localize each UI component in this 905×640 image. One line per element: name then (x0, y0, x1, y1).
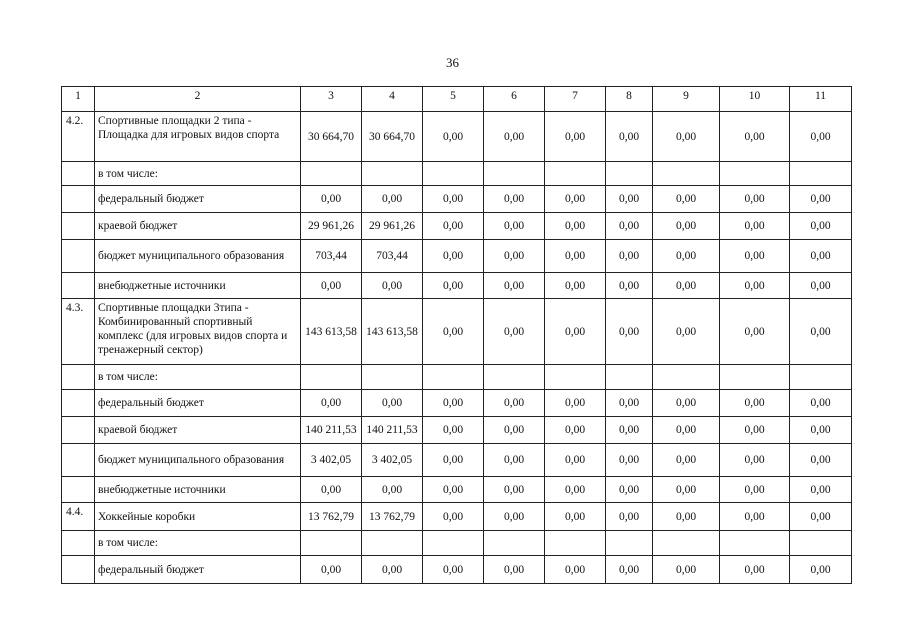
table-cell: 0,00 (545, 240, 606, 273)
table-cell: 0,00 (484, 477, 545, 503)
table-cell: 29 961,26 (301, 213, 362, 240)
row-name: Хоккейные коробки (95, 503, 301, 531)
table-cell (362, 365, 423, 390)
table-cell (790, 162, 852, 186)
table-cell: 0,00 (423, 112, 484, 162)
row-index (62, 240, 95, 273)
table-cell: 0,00 (606, 299, 653, 365)
table-cell: 0,00 (423, 273, 484, 299)
table-cell: 0,00 (606, 240, 653, 273)
table-cell: 0,00 (484, 186, 545, 213)
table-cell (301, 365, 362, 390)
column-header: 5 (423, 87, 484, 112)
table-row (62, 273, 852, 299)
row-index (62, 531, 95, 556)
table-cell: 0,00 (653, 299, 720, 365)
column-header: 6 (484, 87, 545, 112)
column-header: 3 (301, 87, 362, 112)
table-cell: 0,00 (484, 299, 545, 365)
table-cell (606, 365, 653, 390)
table-cell (653, 365, 720, 390)
row-name: федеральный бюджет (95, 556, 301, 584)
table-cell: 0,00 (362, 186, 423, 213)
row-name: федеральный бюджет (95, 390, 301, 417)
table-cell: 0,00 (790, 444, 852, 477)
table-cell (362, 531, 423, 556)
table-cell: 0,00 (790, 112, 852, 162)
table-cell: 0,00 (653, 444, 720, 477)
table-cell: 0,00 (545, 299, 606, 365)
table-cell: 703,44 (362, 240, 423, 273)
table-cell: 0,00 (606, 390, 653, 417)
table-cell: 0,00 (790, 390, 852, 417)
table-row (62, 417, 852, 444)
table-cell: 0,00 (423, 417, 484, 444)
table-cell: 0,00 (606, 503, 653, 531)
table-cell: 0,00 (653, 112, 720, 162)
table-cell (423, 365, 484, 390)
table-cell: 0,00 (790, 417, 852, 444)
row-name: бюджет муниципального образования (95, 444, 301, 477)
table-cell: 0,00 (720, 390, 790, 417)
table-cell: 0,00 (720, 299, 790, 365)
table-cell: 0,00 (423, 390, 484, 417)
table-cell: 0,00 (301, 556, 362, 584)
column-header: 1 (62, 87, 95, 112)
table-header-row (62, 87, 852, 112)
row-index: 4.4. (62, 503, 95, 531)
table-cell: 0,00 (484, 213, 545, 240)
row-index (62, 162, 95, 186)
table-cell: 0,00 (653, 556, 720, 584)
table-cell: 0,00 (423, 556, 484, 584)
table-cell (484, 531, 545, 556)
budget-table (61, 86, 852, 584)
row-name: внебюджетные источники (95, 477, 301, 503)
table-cell (484, 162, 545, 186)
table-cell: 0,00 (606, 186, 653, 213)
table-cell: 0,00 (362, 556, 423, 584)
table-cell: 0,00 (606, 444, 653, 477)
row-name: краевой бюджет (95, 417, 301, 444)
column-header: 8 (606, 87, 653, 112)
table-row (62, 162, 852, 186)
table-cell: 0,00 (790, 299, 852, 365)
table-cell: 0,00 (720, 477, 790, 503)
table-cell: 29 961,26 (362, 213, 423, 240)
row-name: в том числе: (95, 531, 301, 556)
row-index (62, 444, 95, 477)
table-cell: 0,00 (720, 556, 790, 584)
table-cell (545, 365, 606, 390)
table-cell: 0,00 (362, 477, 423, 503)
table-cell: 0,00 (653, 273, 720, 299)
table-cell: 0,00 (653, 503, 720, 531)
table-cell: 0,00 (606, 556, 653, 584)
table-cell: 0,00 (790, 213, 852, 240)
table-cell (790, 531, 852, 556)
table-cell (606, 531, 653, 556)
table-cell: 0,00 (720, 213, 790, 240)
table-cell: 0,00 (790, 503, 852, 531)
table-row (62, 556, 852, 584)
table-row (62, 503, 852, 531)
table-cell (720, 365, 790, 390)
table-cell (606, 162, 653, 186)
table-cell: 0,00 (423, 477, 484, 503)
page-number: 36 (446, 55, 459, 70)
row-index (62, 556, 95, 584)
table-cell: 0,00 (423, 444, 484, 477)
table-cell (545, 162, 606, 186)
table-row (62, 444, 852, 477)
table-cell: 0,00 (545, 390, 606, 417)
column-header: 11 (790, 87, 852, 112)
table-cell (653, 162, 720, 186)
table-cell: 0,00 (653, 477, 720, 503)
table-cell: 0,00 (653, 390, 720, 417)
table-cell: 3 402,05 (301, 444, 362, 477)
row-name: Спортивные площадки 2 типа - Площадка для игровых видов спорта (95, 112, 301, 162)
table-cell: 0,00 (423, 503, 484, 531)
table-cell: 0,00 (720, 503, 790, 531)
table-cell: 0,00 (484, 503, 545, 531)
row-index (62, 417, 95, 444)
table-cell: 0,00 (545, 186, 606, 213)
table-cell: 140 211,53 (362, 417, 423, 444)
table-cell: 0,00 (653, 186, 720, 213)
table-cell: 0,00 (423, 186, 484, 213)
row-name: федеральный бюджет (95, 186, 301, 213)
table-cell: 703,44 (301, 240, 362, 273)
table-cell: 0,00 (423, 240, 484, 273)
table-cell: 0,00 (484, 390, 545, 417)
table-cell: 0,00 (484, 112, 545, 162)
table-cell: 0,00 (301, 477, 362, 503)
column-header: 10 (720, 87, 790, 112)
row-index (62, 365, 95, 390)
table-row (62, 477, 852, 503)
table-cell (423, 531, 484, 556)
table-cell: 0,00 (720, 417, 790, 444)
row-name: в том числе: (95, 162, 301, 186)
table-cell: 0,00 (423, 299, 484, 365)
row-name: краевой бюджет (95, 213, 301, 240)
table-row (62, 240, 852, 273)
row-index (62, 477, 95, 503)
table-cell: 0,00 (545, 556, 606, 584)
table-cell (484, 365, 545, 390)
row-index (62, 186, 95, 213)
table-cell: 0,00 (790, 186, 852, 213)
table-cell: 0,00 (545, 417, 606, 444)
table-cell: 0,00 (790, 556, 852, 584)
table-cell: 0,00 (720, 444, 790, 477)
row-index (62, 213, 95, 240)
table-cell: 0,00 (301, 273, 362, 299)
table-cell: 0,00 (362, 273, 423, 299)
table-cell: 0,00 (790, 273, 852, 299)
table-cell: 143 613,58 (362, 299, 423, 365)
table-cell (790, 365, 852, 390)
table-row (62, 112, 852, 162)
table-row (62, 186, 852, 213)
row-index (62, 273, 95, 299)
table-cell: 0,00 (545, 444, 606, 477)
table-cell: 0,00 (545, 273, 606, 299)
table-cell (545, 531, 606, 556)
row-index: 4.3. (62, 299, 95, 365)
row-name: бюджет муниципального образования (95, 240, 301, 273)
column-header: 4 (362, 87, 423, 112)
table-cell: 30 664,70 (362, 112, 423, 162)
table-cell: 0,00 (653, 213, 720, 240)
row-index (62, 390, 95, 417)
table-cell: 0,00 (484, 444, 545, 477)
table-cell: 0,00 (301, 186, 362, 213)
table-cell: 0,00 (484, 273, 545, 299)
table-cell: 0,00 (606, 213, 653, 240)
column-header: 2 (95, 87, 301, 112)
table-cell: 0,00 (720, 186, 790, 213)
table-cell: 140 211,53 (301, 417, 362, 444)
table-cell (423, 162, 484, 186)
table-cell: 0,00 (545, 477, 606, 503)
table-cell (362, 162, 423, 186)
table-cell (720, 162, 790, 186)
table-cell (720, 531, 790, 556)
row-name: Спортивные площадки 3типа - Комбинированный спортивный комплекс (для игровых видов спорта и тренажерный сектор) (95, 299, 301, 365)
table-cell: 0,00 (423, 213, 484, 240)
table-cell (653, 531, 720, 556)
row-index: 4.2. (62, 112, 95, 162)
row-name: в том числе: (95, 365, 301, 390)
table-cell: 13 762,79 (301, 503, 362, 531)
table-cell: 0,00 (606, 112, 653, 162)
table-row (62, 213, 852, 240)
table-cell: 0,00 (545, 213, 606, 240)
table-cell: 3 402,05 (362, 444, 423, 477)
table-cell: 0,00 (606, 273, 653, 299)
table-cell: 0,00 (653, 240, 720, 273)
table-cell: 0,00 (606, 417, 653, 444)
table-cell: 30 664,70 (301, 112, 362, 162)
table-cell: 0,00 (301, 390, 362, 417)
table-cell: 0,00 (653, 417, 720, 444)
table-cell: 0,00 (720, 240, 790, 273)
column-header: 7 (545, 87, 606, 112)
table-cell (301, 531, 362, 556)
table-cell: 13 762,79 (362, 503, 423, 531)
table-cell: 0,00 (720, 112, 790, 162)
table-cell: 0,00 (790, 477, 852, 503)
column-header: 9 (653, 87, 720, 112)
table-row (62, 390, 852, 417)
table-row (62, 531, 852, 556)
table-cell: 143 613,58 (301, 299, 362, 365)
table-cell (301, 162, 362, 186)
table-cell: 0,00 (484, 556, 545, 584)
table-cell: 0,00 (484, 240, 545, 273)
table-cell: 0,00 (362, 390, 423, 417)
table-cell: 0,00 (606, 477, 653, 503)
table-cell: 0,00 (545, 112, 606, 162)
table-cell: 0,00 (790, 240, 852, 273)
row-name: внебюджетные источники (95, 273, 301, 299)
table-cell: 0,00 (545, 503, 606, 531)
table-cell: 0,00 (720, 273, 790, 299)
table-row (62, 299, 852, 365)
table-row (62, 365, 852, 390)
table-cell: 0,00 (484, 417, 545, 444)
